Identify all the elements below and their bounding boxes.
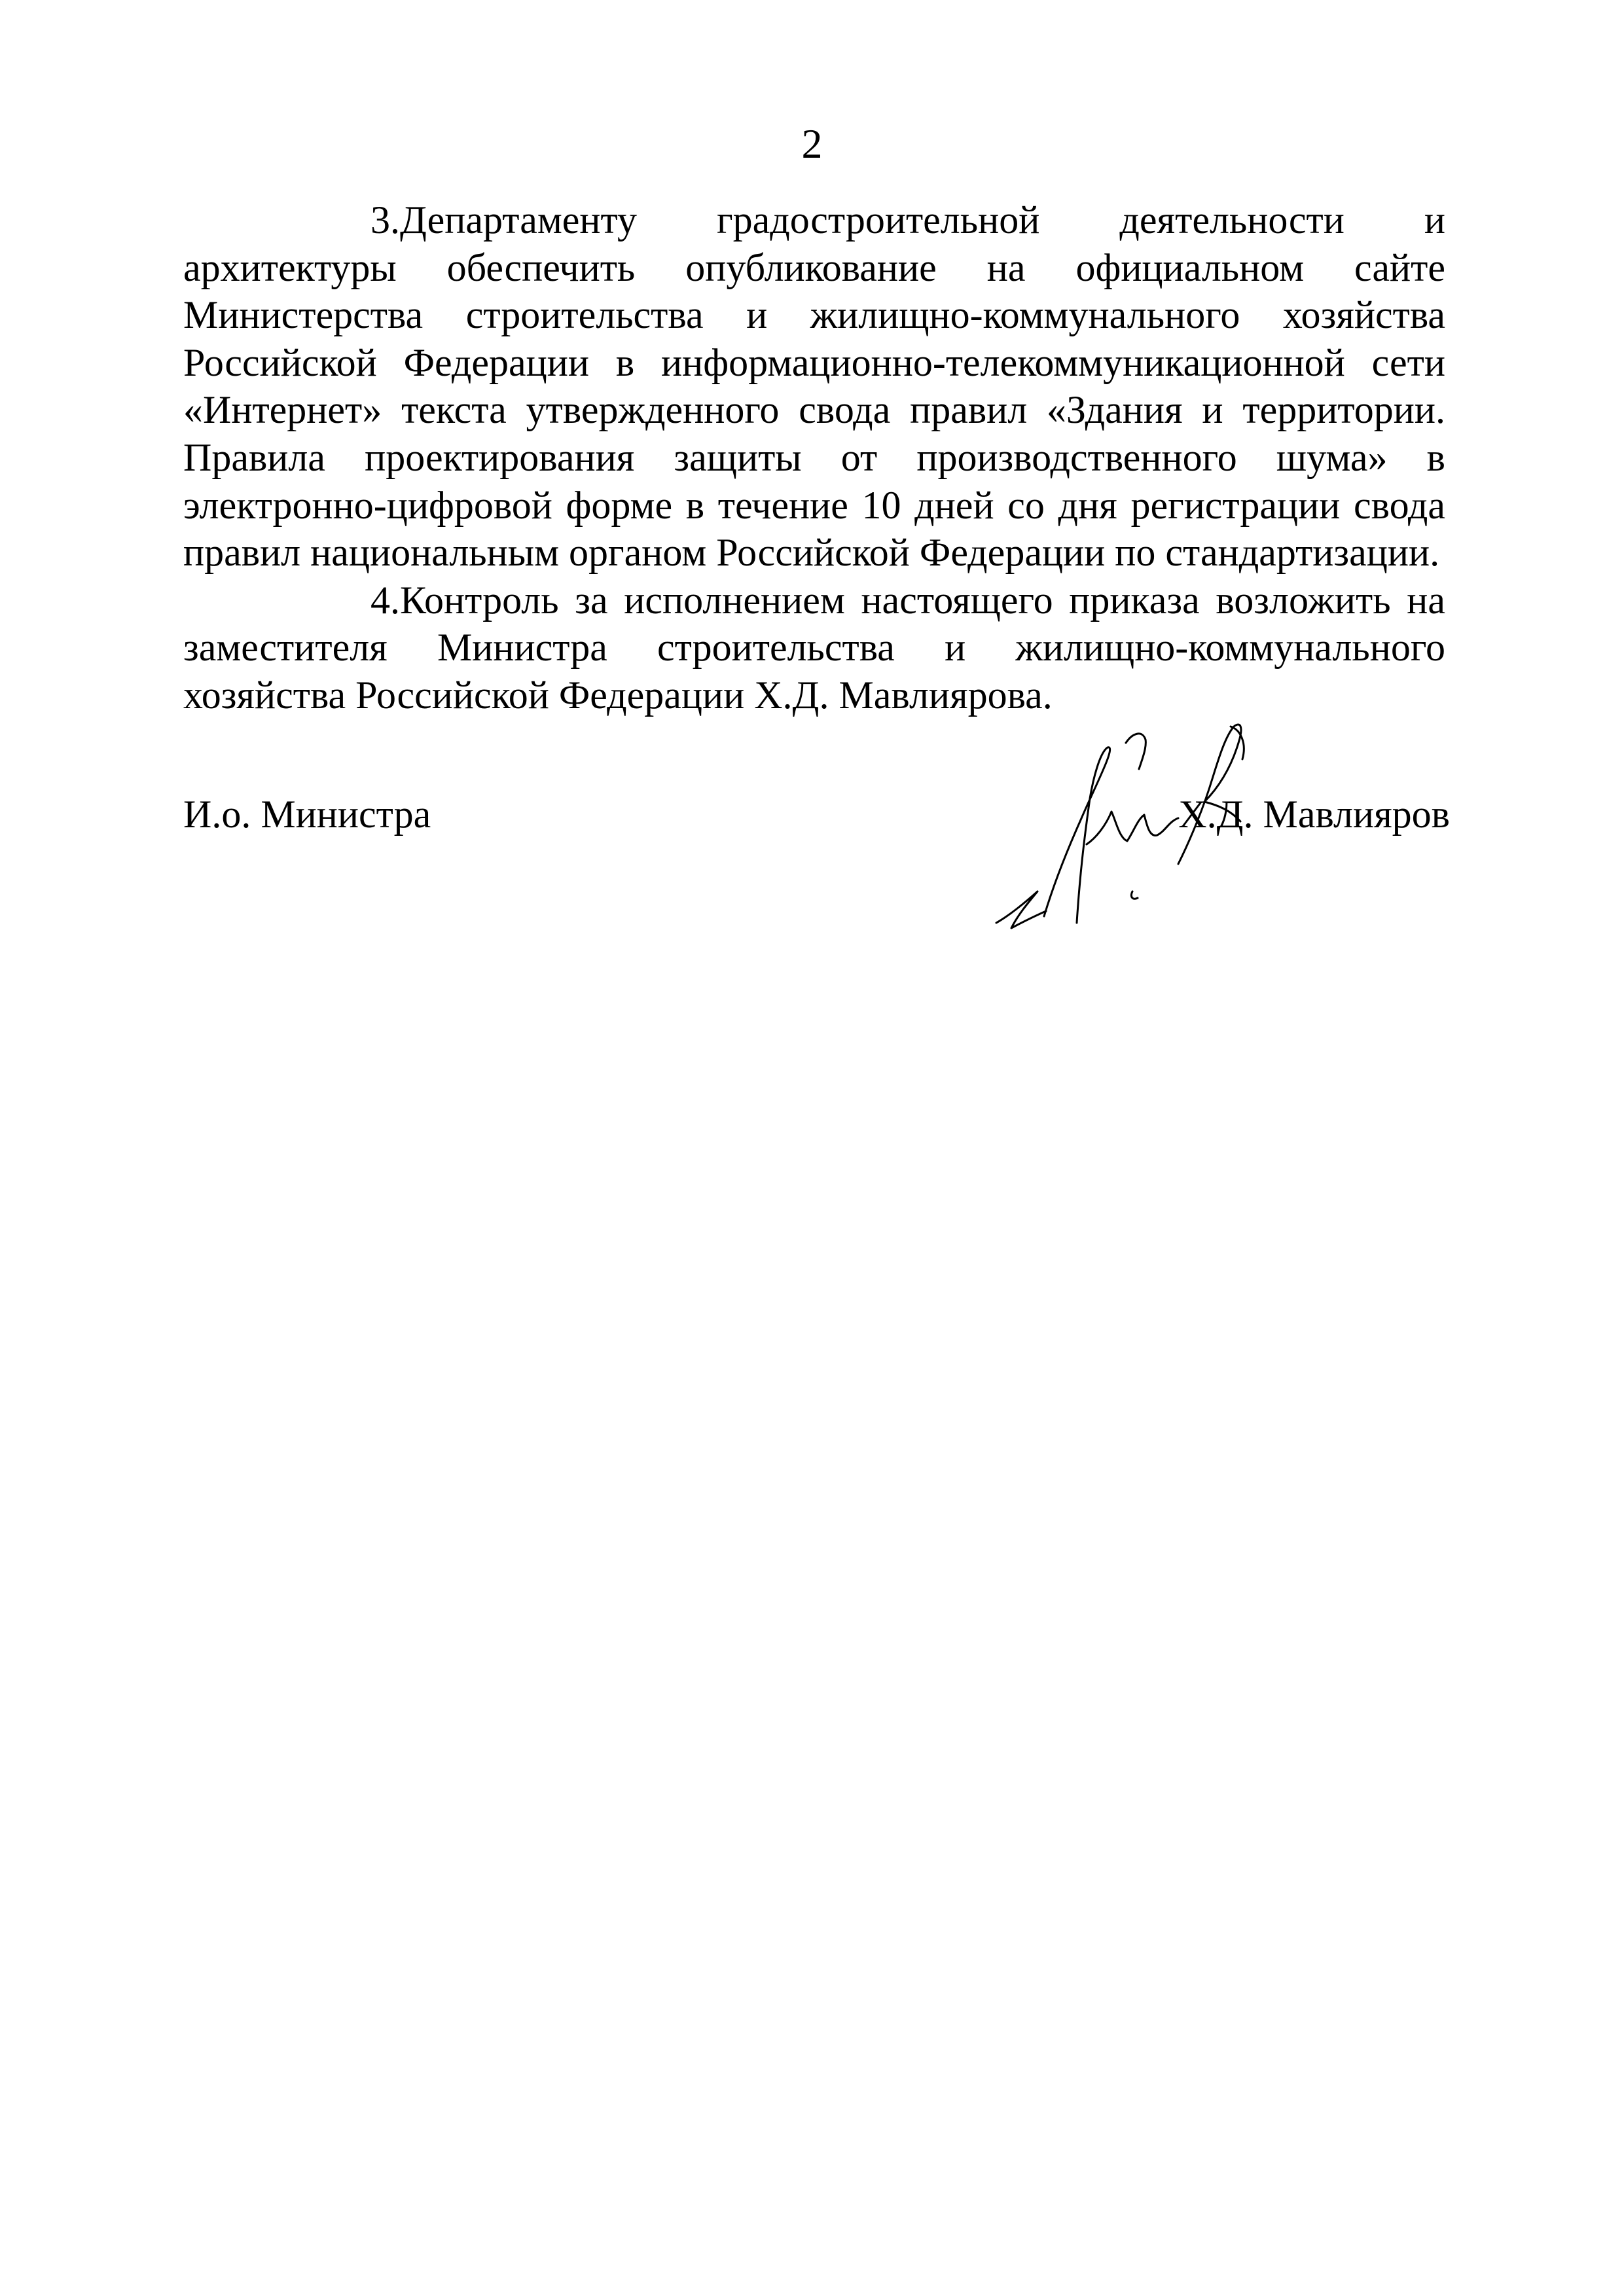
page-number: 2 (801, 120, 823, 167)
paragraph-text: Контроль за исполнением настоящего приказа возложить на заместителя Министра строительства и жилищно-коммунального хозяйства Российской Федерации Х.Д. Мавлиярова. (183, 578, 1445, 717)
signer-title: И.о. Министра (183, 793, 431, 836)
handwritten-signature (982, 707, 1283, 942)
paragraph-number: 3. (370, 198, 400, 242)
document-body (183, 196, 1445, 719)
paragraph-3 (183, 196, 1445, 577)
signer-name: Х.Д. Мавлияров (1178, 793, 1450, 836)
paragraph-text: Департаменту градостроительной деятельности и архитектуры обеспечить опубликование на официальном сайте Министерства строительства и жилищно-коммунального хозяйства Российской Федерации в информационно-телекоммуникационной сети «Интернет» текста утвержденного свода правил «Здания и территории. Правила проектирования защиты от производственного шума» в электронно-цифровой форме в течение 10 дней со дня регистрации свода правил национальным органом Российской Федерации по стандартизации. (183, 198, 1445, 575)
paragraph-number: 4. (370, 578, 400, 622)
paragraph-4 (183, 577, 1445, 719)
